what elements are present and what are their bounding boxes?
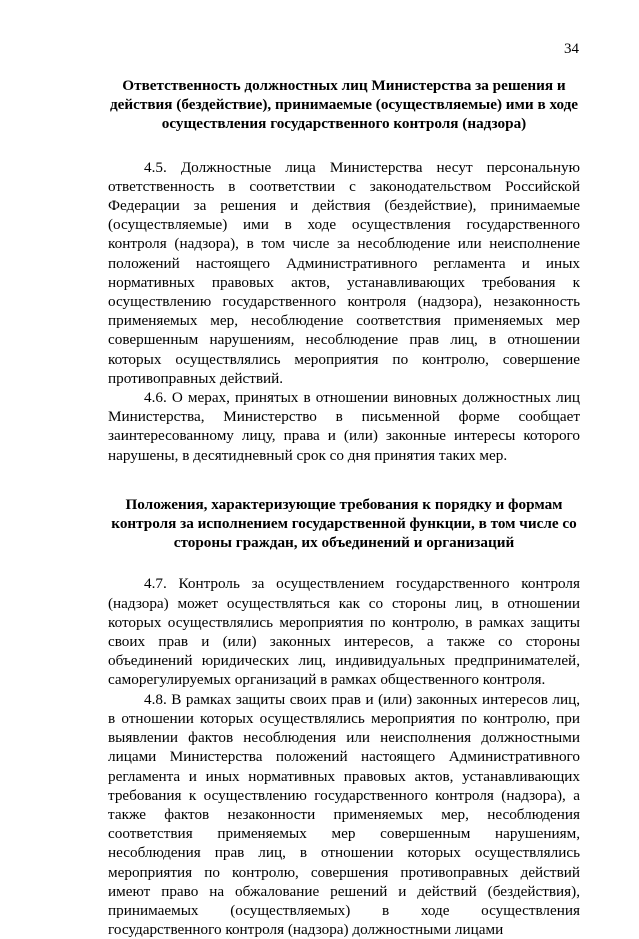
paragraph-4-5: 4.5. Должностные лица Министерства несут персональную ответственность в соответствии с законодательством Российской Федерации за решения и действия (бездействие), принимаемые (осуществляемые) ими в ходе осуществления государственного контроля (надзора), в том числе за несоблюдение или неисполнение положений настоящего Административного регламента и иных нормативных правовых актов, устанавливающих требования к осуществлению государственного контроля (надзора), незаконность применяемых мер, несоблюдение соответствия применяемых мер совершенным нарушениям, несоблюдение прав лиц, в отношении которых осуществлялись мероприятия по контролю, совершение противоправных действий. xyxy=(108,158,580,387)
paragraph-4-8: 4.8. В рамках защиты своих прав и (или) законных интересов лиц, в отношении которых осуществлялись мероприятия по контролю, при выявлении фактов несоблюдения или неисполнения должностными лицами Министерства положений настоящего Административного регламента и иных нормативных правовых актов, устанавливающих требования к осуществлению государственного контроля (надзора), а также фактов незаконности применяемых мер, несоблюдения соответствия применяемых мер совершенным нарушениям, несоблюдения прав лиц, в отношении которых осуществлялись мероприятия по контролю, совершения противоправных действий имеют право на обжалование решений и действий (бездействия), принимаемых (осуществляемых) в ходе осуществления государственного контроля (надзора) должностными лицами xyxy=(108,690,580,939)
section-heading-responsibility: Ответственность должностных лиц Министерства за решения и действия (бездействие), принимаемые (осуществляемые) ими в ходе осуществления государственного контроля (надзора) xyxy=(109,77,579,133)
paragraph-4-6: 4.6. О мерах, принятых в отношении виновных должностных лиц Министерства, Министерство в письменной форме сообщает заинтересованному лицу, права и (или) законные интересы которого нарушены, в десятидневный срок со дня принятия таких мер. xyxy=(108,389,580,464)
page-content xyxy=(108,76,580,939)
paragraph-4-7: 4.7. Контроль за осуществлением государственного контроля (надзора) может осуществляться как со стороны лиц, в отношении которых осуществлялись мероприятия по контролю, в рамках защиты своих прав и (или) законных интересов, а также со стороны объединений юридических лиц, индивидуальных предпринимателей, саморегулируемых организаций в рамках общественного контроля. xyxy=(108,575,580,689)
section-heading-control-requirements: Положения, характеризующие требования к порядку и формам контроля за исполнением государственной функции, в том числе со стороны граждан, их объединений и организаций xyxy=(111,495,577,552)
page-number: 34 xyxy=(564,41,579,57)
